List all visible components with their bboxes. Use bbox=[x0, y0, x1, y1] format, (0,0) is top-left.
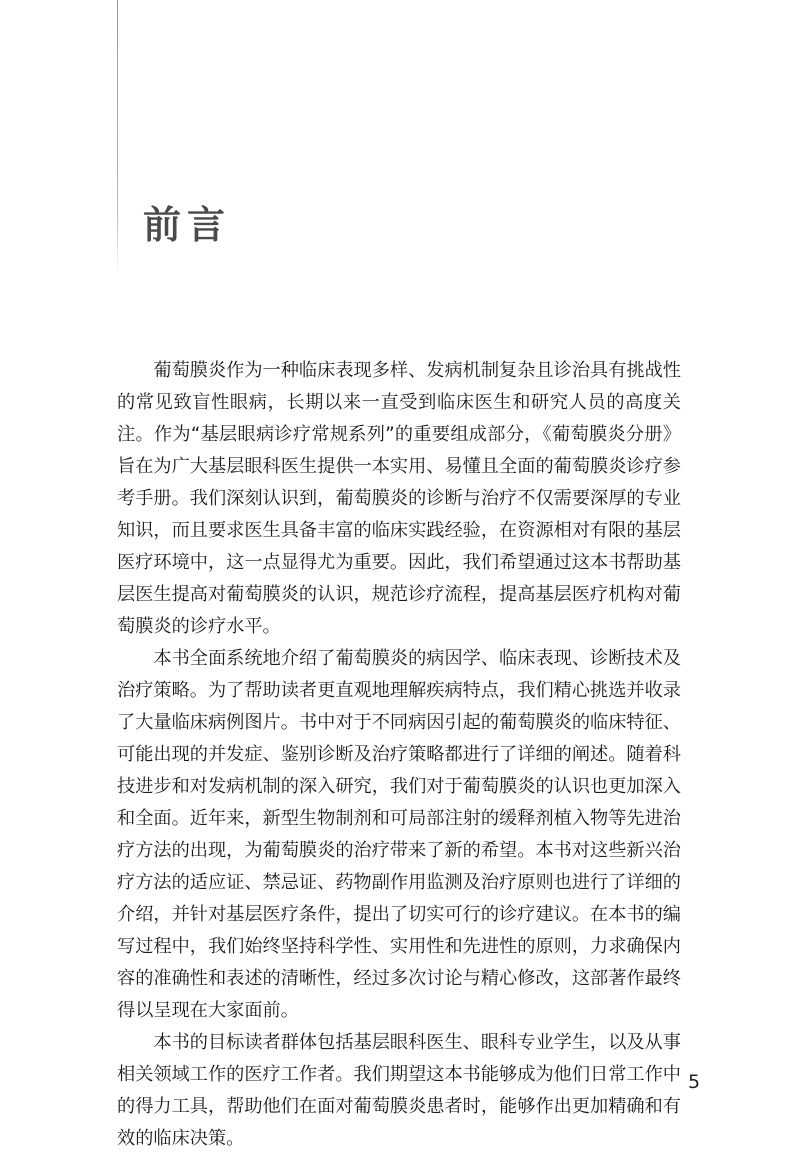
paragraph: 本书的目标读者群体包括基层眼科医生、眼科专业学生，以及从事相关领域工作的医疗工作者。我们期望这本书能够成为他们日常工作中的得力工具，帮助他们在面对葡萄膜炎患者时，能够作出更加精确和有效的临床决策。 bbox=[117, 1032, 681, 1149]
paragraph: 本书全面系统地介绍了葡萄膜炎的病因学、临床表现、诊断技术及治疗策略。为了帮助读者更直观地理解疾病特点，我们精心挑选并收录了大量临床病例图片。书中对于不同病因引起的葡萄膜炎的临床特征、可能出现的并发症、鉴别诊断及治疗策略都进行了详细的阐述。随着科技进步和对发病机制的深入研究，我们对于葡萄膜炎的认识也更加深入和全面。近年来，新型生物制剂和可局部注射的缓释剂植入物等先进治疗方法的出现，为葡萄膜炎的治疗带来了新的希望。本书对这些新兴治疗方法的适应证、禁忌证、药物副作用监测及治疗原则也进行了详细的介绍，并针对基层医疗条件，提出了切实可行的诊疗建议。在本书的编写过程中，我们始终坚持科学性、实用性和先进性的原则，力求确保内容的准确性和表述的清晰性，经过多次讨论与精心修改，这部著作最终得以呈现在大家面前。 bbox=[117, 648, 681, 1021]
body-text bbox=[117, 355, 681, 1155]
margin-rule bbox=[117, 0, 118, 275]
page-title: 前言 bbox=[143, 203, 232, 247]
paragraph: 葡萄膜炎作为一种临床表现多样、发病机制复杂且诊治具有挑战性的常见致盲性眼病，长期以来一直受到临床医生和研究人员的高度关注。作为“基层眼病诊疗常规系列”的重要组成部分，《葡萄膜炎分册》旨在为广大基层眼科医生提供一本实用、易懂且全面的葡萄膜炎诊疗参考手册。我们深刻认识到，葡萄膜炎的诊断与治疗不仅需要深厚的专业知识，而且要求医生具备丰富的临床实践经验，在资源相对有限的基层医疗环境中，这一点显得尤为重要。因此，我们希望通过这本书帮助基层医生提高对葡萄膜炎的认识，规范诊疗流程，提高基层医疗机构对葡萄膜炎的诊疗水平。 bbox=[117, 360, 681, 637]
page-number: 5 bbox=[688, 1071, 701, 1093]
